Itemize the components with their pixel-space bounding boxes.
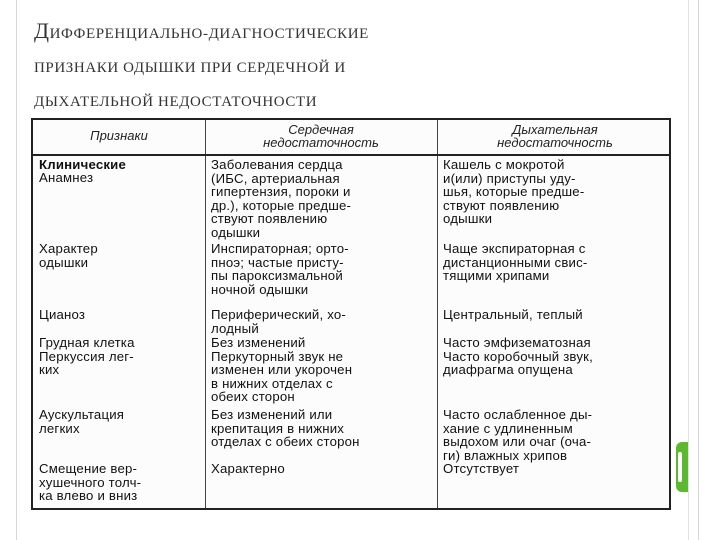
row-sign: Характер одышки	[39, 241, 98, 270]
row-heart: Инспираторная; орто- пноэ; частые присту- пы пароксизмальной ночной одышки	[211, 241, 349, 297]
row-heart: Заболевания сердца (ИБС, артериальная гипертензия, пороки и др.), которые предше- ствуют появлению одышки	[211, 157, 352, 240]
row-resp: Кашель с мокротой и(или) приступы уду- шья, которые предше- ствуют появлению одышки	[443, 157, 585, 227]
green-tab-highlight	[678, 452, 682, 482]
section-label: Клинические	[39, 157, 126, 172]
header-divider	[33, 154, 669, 156]
row-resp: Центральный, теплый	[443, 307, 583, 322]
title-first-letter: Д	[34, 18, 50, 43]
row-heart: Характерно	[211, 461, 285, 476]
row-heart: Без изменений или крепитация в нижних отделах с обеих сторон	[211, 407, 360, 450]
row-sign: Смещение вер- хушечного толч- ка влево и вниз	[39, 461, 142, 504]
title-line-2: ПРИЗНАКИ ОДЫШКИ ПРИ СЕРДЕЧНОЙ И	[34, 60, 346, 76]
column-divider	[205, 120, 206, 508]
row-sign: Аускультация легких	[39, 407, 125, 436]
decorative-line	[688, 0, 689, 540]
title-line-3: ДЫХАТЕЛЬНОЙ НЕДОСТАТОЧНОСТИ	[34, 94, 318, 110]
header-heart: Сердечная недостаточность	[263, 122, 379, 150]
row-resp: Отсутствует	[443, 461, 520, 476]
header-signs: Признаки	[90, 128, 148, 143]
slide-title	[34, 14, 654, 119]
row-heart: Периферический, хо- лодный	[211, 307, 346, 336]
row-heart: Без изменений Перкуторный звук не изменен или укорочен в нижних отделах с обеих сторон	[211, 335, 353, 405]
column-divider	[437, 120, 438, 508]
row-resp: Чаще экспираторная с дистанционными свис- тящими хрипами	[443, 241, 588, 284]
diagnostic-table	[31, 118, 671, 510]
row-sign: Анамнез	[39, 170, 94, 185]
header-resp: Дыхательная недостаточность	[497, 122, 613, 150]
row-sign: Цианоз	[39, 307, 86, 322]
row-sign: Грудная клетка Перкуссия лег- ких	[39, 335, 135, 378]
row-resp: Часто эмфизематозная Часто коробочный звук, диафрагма опущена	[443, 335, 593, 378]
title-line-1: ИФФЕРЕНЦИАЛЬНО-ДИАГНОСТИЧЕСКИЕ	[49, 26, 369, 42]
row-resp: Часто ослабленное ды- хание с удлиненным выдохом или очаг (оча- ги) влажных хрипов	[443, 407, 593, 463]
